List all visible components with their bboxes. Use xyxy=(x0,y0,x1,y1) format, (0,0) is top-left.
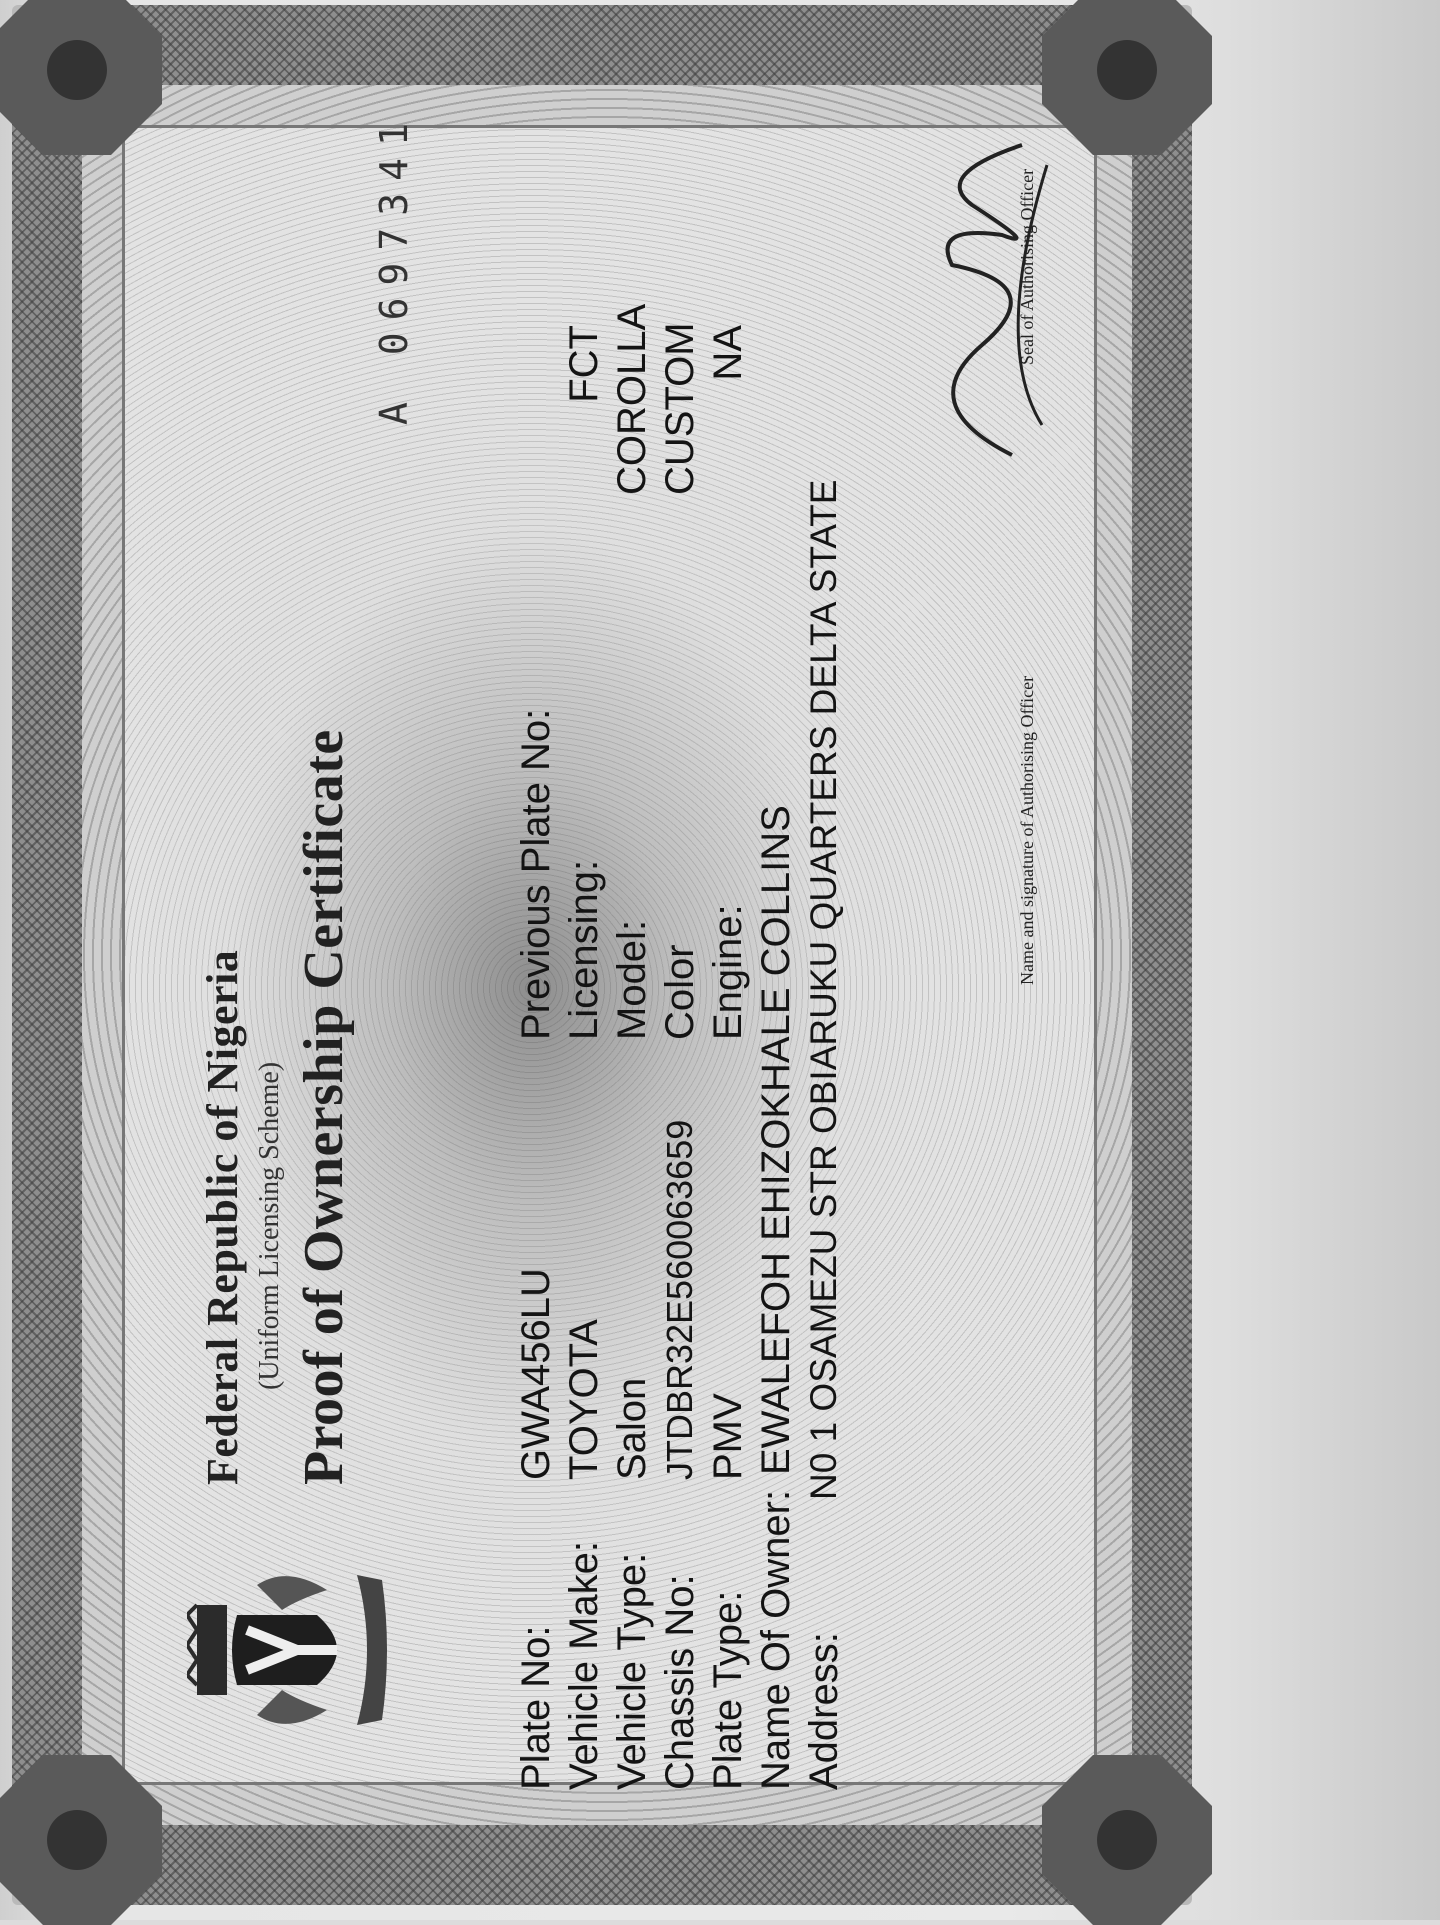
certificate-heading xyxy=(197,729,356,1485)
previous-plate-label: Previous Plate No: xyxy=(514,708,558,1040)
model-value: COROLLA xyxy=(610,303,654,495)
coat-of-arms-icon xyxy=(187,1535,397,1755)
engine-label: Engine: xyxy=(706,904,750,1040)
ownership-certificate xyxy=(12,5,1192,1905)
licensing-label: Licensing: xyxy=(562,859,606,1040)
plate-type-value: PMV xyxy=(706,1393,750,1480)
address-label: Address: xyxy=(802,1632,846,1790)
licensing-value: FCT xyxy=(562,325,606,403)
color-label: Color xyxy=(658,944,702,1040)
vehicle-type-label: Vehicle Type: xyxy=(610,1552,654,1790)
owner-name-label: Name Of Owner: xyxy=(754,1489,798,1790)
address-value: N0 1 OSAMEZU STR OBIARUKU QUARTERS DELTA STATE xyxy=(803,479,844,1500)
vehicle-type-value: Salon xyxy=(610,1377,654,1480)
officer-name-caption: Name and signature of Authorising Officer xyxy=(1017,675,1037,985)
vehicle-make-label: Vehicle Make: xyxy=(562,1540,606,1790)
country-title: Federal Republic of Nigeria xyxy=(198,949,247,1485)
scheme-subtitle: (Uniform Licensing Scheme) xyxy=(254,1061,285,1390)
plate-no-label: Plate No: xyxy=(514,1625,558,1790)
serial-number: A 0697341 xyxy=(372,111,416,425)
plate-type-label: Plate Type: xyxy=(706,1590,750,1790)
plate-no-value: GWA456LU xyxy=(514,1268,558,1480)
owner-name-value: EWALEFOH EHIZOKHALE COLLINS xyxy=(754,805,798,1475)
engine-value: NA xyxy=(706,325,750,381)
model-label: Model: xyxy=(610,919,654,1040)
certificate-title: Proof of Ownership Certificate xyxy=(293,729,355,1485)
corner-ornament xyxy=(1042,1755,1212,1925)
vehicle-make-value: TOYOTA xyxy=(562,1319,606,1480)
color-value: CUSTOM xyxy=(658,322,702,495)
chassis-value: JTDBR32E560063659 xyxy=(659,1119,700,1480)
handwritten-signature xyxy=(892,135,1062,465)
seal-caption: Seal of Authorising Officer xyxy=(1017,168,1037,365)
chassis-label: Chassis No: xyxy=(658,1574,702,1790)
